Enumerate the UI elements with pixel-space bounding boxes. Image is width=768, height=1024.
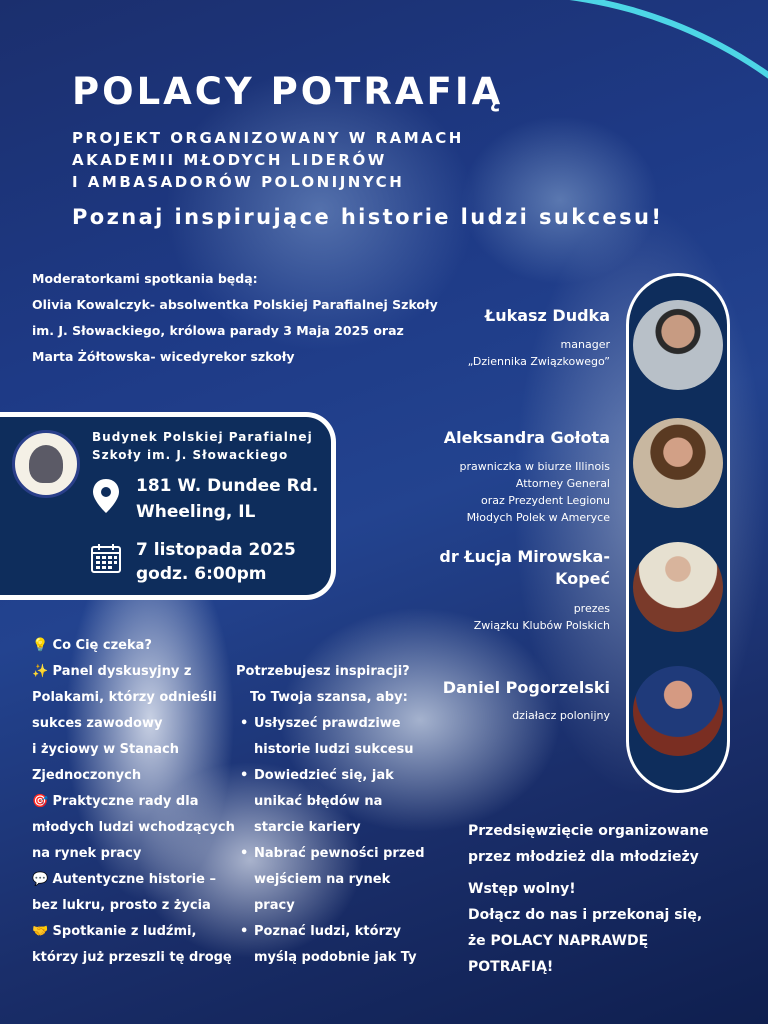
speaker-name: dr Łucja Mirowska- Kopeć bbox=[439, 547, 610, 588]
speaker-name: Łukasz Dudka bbox=[484, 306, 610, 325]
sparkles-icon: ✨ bbox=[32, 664, 49, 679]
speaker-photo-4 bbox=[633, 666, 723, 756]
venue-name: Budynek Polskiej Parafialnej Szkoły im. J. Słowackiego bbox=[92, 430, 313, 462]
project-subtitle: PROJEKT ORGANIZOWANY W RAMACH AKADEMII MŁODYCH LIDERÓW I AMBASADORÓW POLONIJNYCH bbox=[72, 129, 464, 191]
agenda-heading: 💡 Co Cię czeka? bbox=[32, 633, 235, 659]
speaker-name: Daniel Pogorzelski bbox=[442, 678, 610, 697]
list-item: • Usłyszeć prawdziwe historie ludzi sukcesu bbox=[236, 711, 436, 763]
event-date: 7 listopada 2025 godz. 6:00pm bbox=[136, 540, 296, 584]
list-item: ✨ Panel dyskusyjny z bbox=[32, 659, 235, 685]
speaker-description: prawniczka w biurze Illinois Attorney General oraz Prezydent Legionu Młodych Polek w Ameryce bbox=[459, 460, 610, 524]
location-pin-icon bbox=[92, 478, 120, 514]
list-item: • Dowiedzieć się, jak unikać błędów na starcie kariery bbox=[236, 763, 436, 841]
speaker-photo-2 bbox=[633, 418, 723, 508]
school-logo bbox=[12, 430, 80, 498]
speaker-description: działacz polonijny bbox=[512, 709, 610, 722]
calendar-icon bbox=[90, 542, 122, 574]
inspiration-list: Potrzebujesz inspiracji? To Twoja szansa, aby: • Usłyszeć prawdziwe historie ludzi sukcesu • Dowiedzieć się, jak unikać błędów na starcie kariery • Nabrać pewności przed wejściem na rynek pracy • Poznać ludzi, którzy myślą podobnie jak Ty bbox=[236, 659, 436, 971]
list-item: • Nabrać pewności przed wejściem na rynek pracy bbox=[236, 841, 436, 919]
closing-message: Przedsięwzięcie organizowane przez młodzież dla młodzieży Wstęp wolny! Dołącz do nas i przekonaj się, że POLACY NAPRAWDĘ POTRAFIĄ! bbox=[468, 823, 709, 975]
moderators-info: Moderatorkami spotkania będą: Olivia Kowalczyk- absolwentka Polskiej Parafialnej Szkoły im. J. Słowackiego, królowa parady 3 Maja 2025 oraz Marta Żółtowska- wicedyrekor szkoły bbox=[32, 271, 438, 364]
speaker-photo-1 bbox=[633, 300, 723, 390]
handshake-icon: 🤝 bbox=[32, 924, 49, 939]
list-item: 💬 Autentyczne historie – bbox=[32, 867, 235, 893]
speech-bubble-icon: 💬 bbox=[32, 872, 49, 887]
lightbulb-icon: 💡 bbox=[32, 638, 49, 653]
speaker-description: prezes Związku Klubów Polskich bbox=[473, 602, 610, 632]
agenda-list: 💡 Co Cię czeka? ✨ Panel dyskusyjny z Polakami, którzy odnieśli sukces zawodowy i życiowy w Stanach Zjednoczonych 🎯 Praktyczne rady dla młodych ludzi wchodzących na rynek pracy 💬 Autentyczne historie – bez lukru, prosto z życia 🤝 Spotkanie z ludźmi, którzy już przeszli tę drogę bbox=[32, 633, 235, 971]
list-item: • Poznać ludzi, którzy myślą podobnie jak Ty bbox=[236, 919, 436, 971]
speaker-photo-3 bbox=[633, 542, 723, 632]
list-item: 🎯 Praktyczne rady dla bbox=[32, 789, 235, 815]
tagline: Poznaj inspirujące historie ludzi sukcesu! bbox=[72, 205, 664, 229]
speaker-name: Aleksandra Gołota bbox=[443, 428, 610, 447]
poster-title: POLACY POTRAFIĄ bbox=[72, 70, 504, 113]
speaker-description: manager „Dziennika Związkowego” bbox=[467, 338, 610, 368]
venue-address: 181 W. Dundee Rd. Wheeling, IL bbox=[136, 476, 319, 522]
list-item: 🤝 Spotkanie z ludźmi, bbox=[32, 919, 235, 945]
target-icon: 🎯 bbox=[32, 794, 49, 809]
